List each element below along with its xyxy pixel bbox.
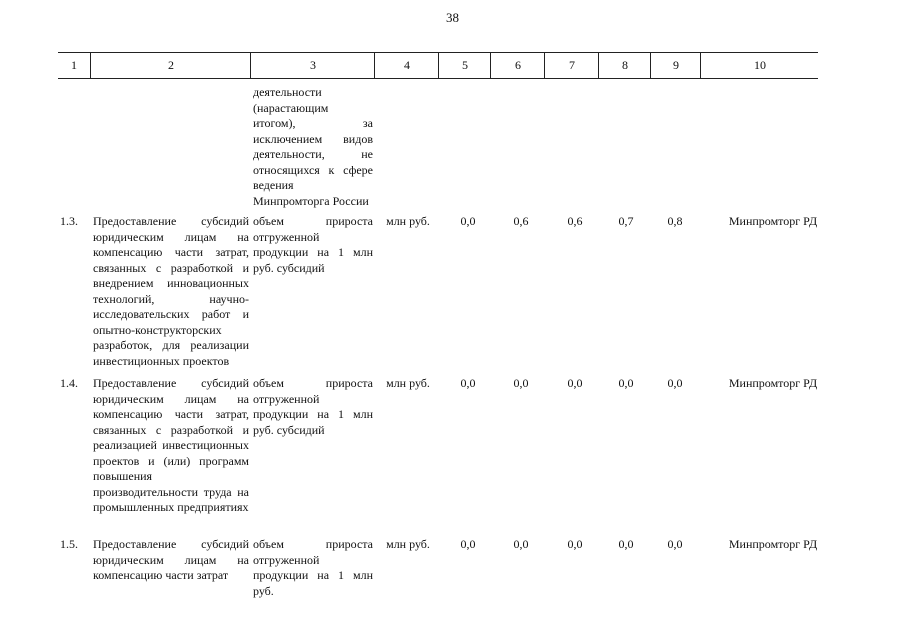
row-number: 1.4. (60, 376, 78, 390)
table-header (58, 52, 818, 79)
header-col-10: 10 (700, 53, 819, 78)
row-description: Предоставление субсидий юридическим лицам на компенсацию части затрат (93, 537, 249, 582)
row-description: Предоставление субсидий юридическим лицам на компенсацию части затрат, связанных с разработкой и реализацией инвестиционных проектов и (или) программ повышения производительности труда на промышленных предприятиях (93, 376, 249, 514)
row-unit: млн руб. (386, 537, 430, 551)
row-executor: Минпромторг РД (728, 376, 818, 390)
row-value-9: 0,0 (667, 537, 683, 551)
row-unit: млн руб. (386, 214, 430, 228)
header-col-8: 8 (598, 53, 651, 78)
row-value-5: 0,0 (460, 214, 476, 228)
row-value-9: 0,0 (667, 376, 683, 390)
row-unit: млн руб. (386, 376, 430, 390)
row-indicator: объем прироста отгруженной продукции на 1 млн руб. (253, 537, 373, 598)
page-number: 38 (446, 10, 459, 25)
row-indicator: объем прироста отгруженной продукции на 1 млн руб. субсидий (253, 376, 373, 437)
row-value-7: 0,6 (567, 214, 583, 228)
row-value-6: 0,0 (513, 376, 529, 390)
row-value-9: 0,8 (667, 214, 683, 228)
row-value-6: 0,6 (513, 214, 529, 228)
row-value-8: 0,7 (618, 214, 634, 228)
header-col-5: 5 (438, 53, 491, 78)
row-value-7: 0,0 (567, 376, 583, 390)
row-value-5: 0,0 (460, 537, 476, 551)
header-col-6: 6 (490, 53, 545, 78)
header-col-3: 3 (250, 53, 375, 78)
row-number: 1.5. (60, 537, 78, 551)
continued-indicator-text: деятельности (нарастающим итогом), за исключением видов деятельности, не относящихся к сфере ведения Минпромторга России (253, 85, 373, 208)
header-col-1: 1 (71, 58, 77, 72)
row-number: 1.3. (60, 214, 78, 228)
row-indicator: объем прироста отгруженной продукции на 1 млн руб. субсидий (253, 214, 373, 275)
row-value-6: 0,0 (513, 537, 529, 551)
row-value-7: 0,0 (567, 537, 583, 551)
row-value-8: 0,0 (618, 376, 634, 390)
row-executor: Минпромторг РД (728, 537, 818, 551)
header-col-7: 7 (544, 53, 599, 78)
header-col-4: 4 (374, 53, 439, 78)
row-value-5: 0,0 (460, 376, 476, 390)
row-description: Предоставление субсидий юридическим лицам на компенсацию части затрат, связанных с разработкой и внедрением инновационных технологий, научно-исследовательских работ и опытно-конструкторских разработок, для реализации инвестиционных проектов (93, 214, 249, 368)
header-col-9: 9 (650, 53, 701, 78)
row-executor: Минпромторг РД (728, 214, 818, 228)
row-value-8: 0,0 (618, 537, 634, 551)
header-col-2: 2 (90, 53, 251, 78)
